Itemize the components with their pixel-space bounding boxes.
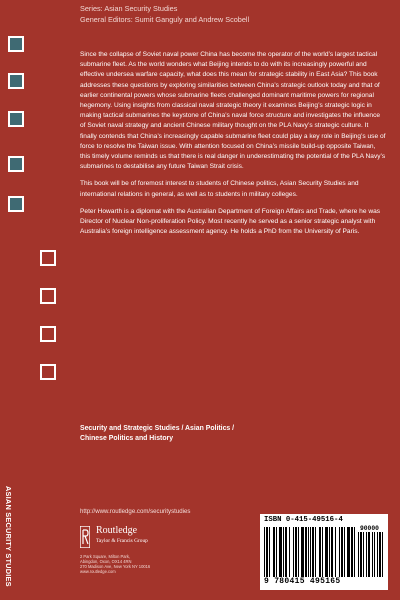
publisher-name: Routledge (96, 525, 138, 536)
filled-square (8, 73, 24, 89)
back-cover-blurb (80, 50, 386, 244)
author-bio-paragraph: Peter Howarth is a diplomat with the Australian Department of Foreign Affairs and Trade, where he was Director of Nuclear Non-proliferation Policy. Most recently he served as a senior strategic analyst with Australia’s foreign intelligence assessment agency. He holds a PhD from the University of Paris. (80, 207, 381, 236)
spine-series-label: ASIAN SECURITY STUDIES (4, 486, 13, 587)
filled-square (8, 196, 24, 212)
general-editors: General Editors: Sumit Ganguly and Andrew Scobell (80, 14, 250, 24)
subject-line-2: Chinese Politics and History (80, 435, 174, 442)
filled-square (8, 156, 24, 172)
isbn-label: ISBN 0-415-49516-4 (264, 516, 343, 524)
outline-square (40, 288, 56, 304)
publisher-block (80, 523, 220, 583)
outline-square (40, 326, 56, 342)
description-paragraph: Since the collapse of Soviet naval power China has become the operator of the world’s largest tactical submarine fleet. As the world wonders what Beijing intends to do with its increasingly powerful and effective undersea warfare capacity, what does this mean for strategic stability in East Asia? This book addresses these questions by exploring similarities between China’s strategic outlook today and that of earlier continental powers whose submarine fleets challenged dominant maritime powers for regional hegemony. Using insights from classical naval strategic theory it examines Beijing’s strategic logic in making tactical submarines the keystone of China’s naval force structure and investigates the influence of Soviet naval strategy and ancient Chinese military thought on the PLA Navy’s strategic culture. It finally contends that China’s increasingly capable submarine fleet could play a key role in Beijing’s use of force to resolve the Taiwan issue. With attention focused on China’s missile build-up opposite Taiwan, this timely volume reminds us that there is real danger in underestimating the potential of the PLA Navy’s submarines to destabilise any future Taiwan Strait crisis. (80, 51, 386, 171)
publisher-url[interactable]: http://www.routledge.com/securitystudies (80, 508, 191, 515)
publisher-address: 2 Park Square, Milton Park, Abingdon, Oxon, OX14 4RN 270 Madison Ave, New York NY 10016 www.routledge.com (80, 554, 151, 575)
ean-barcode-icon (264, 527, 356, 577)
routledge-logo-icon (80, 526, 90, 548)
addon-barcode-icon (358, 532, 384, 577)
filled-square (8, 111, 24, 127)
audience-paragraph: This book will be of foremost interest to students of Chinese politics, Asian Security Studies and international relations in general, as well as to students in military colleges. (80, 180, 359, 198)
subject-line-1: Security and Strategic Studies / Asian Politics / (80, 425, 235, 432)
ean-number: 9 780415 495165 (264, 577, 341, 586)
series-block (80, 4, 249, 25)
publisher-group: Taylor & Francis Group (96, 538, 148, 544)
filled-square (8, 36, 24, 52)
subject-categories (80, 424, 330, 444)
outline-square (40, 364, 56, 380)
price-code: 90000 (360, 525, 379, 532)
outline-square (40, 250, 56, 266)
series-name: Series: Asian Security Studies (80, 4, 178, 13)
barcode-box (260, 514, 388, 590)
